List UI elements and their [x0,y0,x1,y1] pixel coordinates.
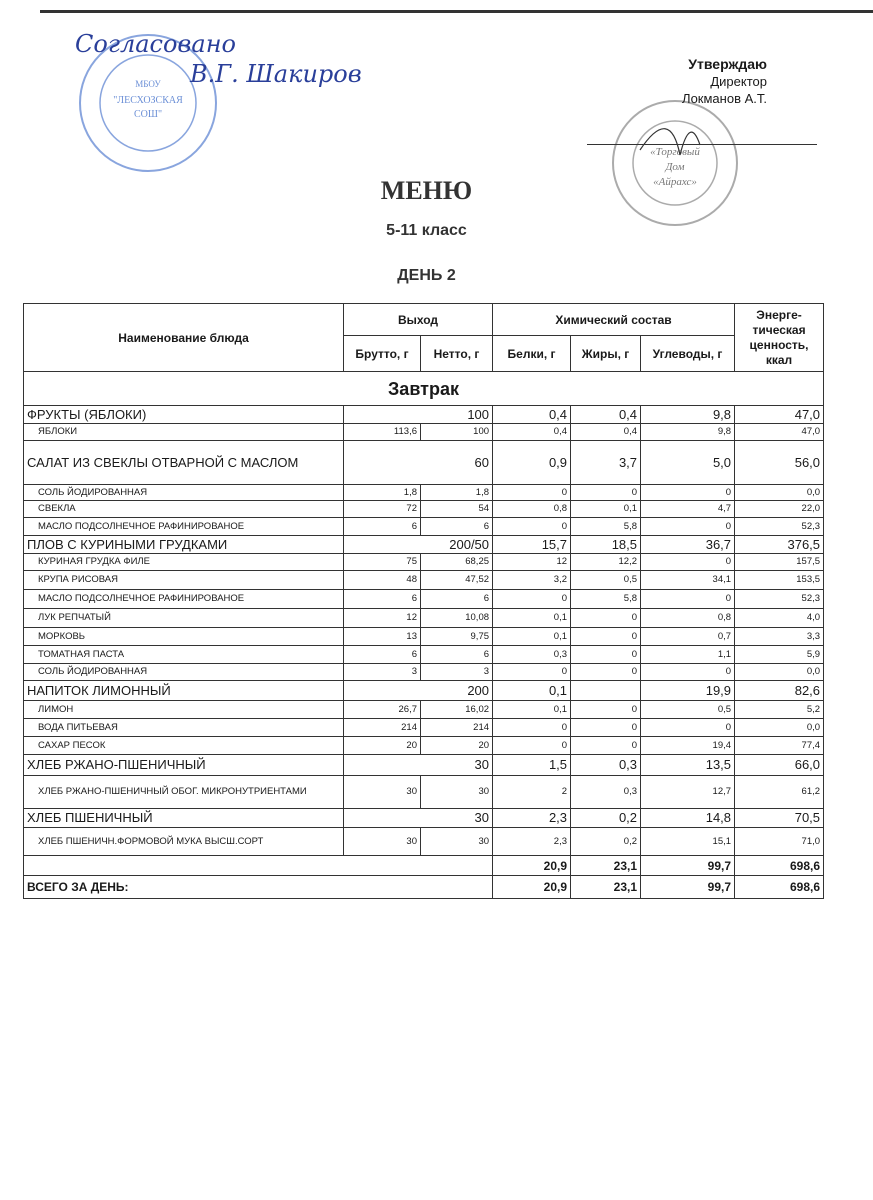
dish-name: ХЛЕБ РЖАНО-ПШЕНИЧНЫЙ ОБОГ. МИКРОНУТРИЕНТАМИ [24,776,344,809]
dish-name: КУРИНАЯ ГРУДКА ФИЛЕ [24,554,344,571]
header-output: Выход [344,304,493,336]
energy-value: 47,0 [735,406,824,424]
protein-value: 0 [493,485,571,501]
fat-value: 3,7 [571,441,641,485]
brutto-value: 30 [344,828,421,856]
ingredient-row [24,701,824,719]
carbs-value: 0,8 [641,609,735,628]
dish-name: ХЛЕБ ПШЕНИЧНЫЙ [24,809,344,828]
ingredient-row [24,719,824,737]
ingredient-row [24,424,824,441]
fat-value: 0,2 [571,809,641,828]
netto-value: 100 [421,424,493,441]
carbs-value: 19,9 [641,681,735,701]
dish-name: СОЛЬ ЙОДИРОВАННАЯ [24,664,344,681]
grade-label: 5-11 класс [386,222,467,239]
fat-value: 0 [571,646,641,664]
signature-name: В.Г. Шакиров [190,60,362,88]
approval-block [682,56,767,107]
fat-value: 0,5 [571,571,641,590]
ingredient-row [24,501,824,518]
ingredient-row [24,646,824,664]
protein-value: 2,3 [493,809,571,828]
protein-value: 0,4 [493,406,571,424]
fat-value: 0,4 [571,424,641,441]
energy-value: 0,0 [735,485,824,501]
carbs-value: 15,1 [641,828,735,856]
protein-value: 0,1 [493,628,571,646]
energy-value: 52,3 [735,590,824,609]
netto-value: 3 [421,664,493,681]
carbs-value: 0 [641,719,735,737]
fat-value: 0 [571,701,641,719]
ingredient-row [24,590,824,609]
ingredient-row [24,571,824,590]
carbs-value: 0,7 [641,628,735,646]
section-breakfast: Завтрак [24,372,824,406]
brutto-value: 113,6 [344,424,421,441]
ingredient-row [24,828,824,856]
brutto-value: 1,8 [344,485,421,501]
carbs-value: 1,1 [641,646,735,664]
output-value: 60 [344,441,493,485]
netto-value: 16,02 [421,701,493,719]
header-protein: Белки, г [493,336,571,372]
dish-row [24,755,824,776]
carbs-value: 0,5 [641,701,735,719]
dish-name: ЛУК РЕПЧАТЫЙ [24,609,344,628]
carbs-value: 0 [641,664,735,681]
brutto-value: 6 [344,518,421,536]
energy-value: 82,6 [735,681,824,701]
netto-value: 6 [421,646,493,664]
energy-value: 77,4 [735,737,824,755]
dish-name: ЛИМОН [24,701,344,719]
carbs-value: 9,8 [641,424,735,441]
header-netto: Нетто, г [421,336,493,372]
energy-value: 4,0 [735,609,824,628]
director-name: Локманов А.Т. [682,91,767,106]
energy-value: 5,2 [735,701,824,719]
netto-value: 68,25 [421,554,493,571]
svg-text:МБОУ: МБОУ [135,79,161,89]
netto-value: 6 [421,590,493,609]
dish-name: МОРКОВЬ [24,628,344,646]
netto-value: 30 [421,828,493,856]
protein-value: 15,7 [493,536,571,554]
energy-value: 66,0 [735,755,824,776]
protein-value: 12 [493,554,571,571]
carbs-value: 0 [641,554,735,571]
dish-name: ВОДА ПИТЬЕВАЯ [24,719,344,737]
fat-value: 5,8 [571,590,641,609]
fat-value: 0 [571,719,641,737]
dish-name: ХЛЕБ ПШЕНИЧН.ФОРМОВОЙ МУКА ВЫСШ.СОРТ [24,828,344,856]
header-energy: Энерге-тическая ценность, ккал [735,304,824,372]
carbs-value: 99,7 [641,856,735,876]
brutto-value: 20 [344,737,421,755]
fat-value: 0 [571,609,641,628]
energy-value: 71,0 [735,828,824,856]
dish-name: МАСЛО ПОДСОЛНЕЧНОЕ РАФИНИРОВАНОЕ [24,518,344,536]
total-label [24,856,493,876]
protein-value: 0,1 [493,609,571,628]
brutto-value: 48 [344,571,421,590]
carbs-value: 36,7 [641,536,735,554]
energy-value: 5,9 [735,646,824,664]
carbs-value: 14,8 [641,809,735,828]
ingredient-row [24,776,824,809]
dish-name: НАПИТОК ЛИМОННЫЙ [24,681,344,701]
protein-value: 0 [493,518,571,536]
brutto-value: 3 [344,664,421,681]
fat-value: 23,1 [571,876,641,899]
energy-value: 157,5 [735,554,824,571]
carbs-value: 4,7 [641,501,735,518]
fat-value: 12,2 [571,554,641,571]
protein-value: 2,3 [493,828,571,856]
ingredient-row [24,664,824,681]
total-row [24,856,824,876]
agreed-signature: Согласовано [75,30,236,58]
netto-value: 10,08 [421,609,493,628]
ingredient-row [24,737,824,755]
ingredient-row [24,628,824,646]
protein-value: 0,4 [493,424,571,441]
energy-value: 0,0 [735,664,824,681]
menu-table [23,303,824,899]
energy-value: 698,6 [735,876,824,899]
carbs-value: 5,0 [641,441,735,485]
fat-value: 18,5 [571,536,641,554]
approve-label: Утверждаю [688,56,767,72]
dish-row [24,406,824,424]
output-value: 100 [344,406,493,424]
dish-row [24,441,824,485]
fat-value: 0 [571,664,641,681]
dish-name: САЛАТ ИЗ СВЕКЛЫ ОТВАРНОЙ С МАСЛОМ [24,441,344,485]
carbs-value: 99,7 [641,876,735,899]
fat-value: 0,2 [571,828,641,856]
fat-value: 0,4 [571,406,641,424]
netto-value: 1,8 [421,485,493,501]
scan-edge-line [40,10,873,13]
dish-row [24,681,824,701]
dish-name: ХЛЕБ РЖАНО-ПШЕНИЧНЫЙ [24,755,344,776]
carbs-value: 0 [641,485,735,501]
total-label: ВСЕГО ЗА ДЕНЬ: [24,876,493,899]
protein-value: 0,3 [493,646,571,664]
protein-value: 3,2 [493,571,571,590]
dish-name: МАСЛО ПОДСОЛНЕЧНОЕ РАФИНИРОВАНОЕ [24,590,344,609]
protein-value: 0 [493,590,571,609]
header-carbs: Углеводы, г [641,336,735,372]
energy-value: 3,3 [735,628,824,646]
output-value: 30 [344,755,493,776]
protein-value: 0,8 [493,501,571,518]
brutto-value: 6 [344,646,421,664]
fat-value: 0,3 [571,776,641,809]
brutto-value: 72 [344,501,421,518]
carbs-value: 12,7 [641,776,735,809]
brutto-value: 6 [344,590,421,609]
carbs-value: 19,4 [641,737,735,755]
protein-value: 0,1 [493,701,571,719]
energy-value: 47,0 [735,424,824,441]
energy-value: 698,6 [735,856,824,876]
dish-name: ФРУКТЫ (ЯБЛОКИ) [24,406,344,424]
energy-value: 70,5 [735,809,824,828]
fat-value: 0 [571,737,641,755]
protein-value: 1,5 [493,755,571,776]
fat-value: 0 [571,485,641,501]
protein-value: 20,9 [493,876,571,899]
brutto-value: 26,7 [344,701,421,719]
netto-value: 214 [421,719,493,737]
protein-value: 0 [493,719,571,737]
netto-value: 47,52 [421,571,493,590]
brutto-value: 214 [344,719,421,737]
svg-text:Дом: Дом [665,161,685,173]
carbs-value: 34,1 [641,571,735,590]
output-value: 200 [344,681,493,701]
carbs-value: 9,8 [641,406,735,424]
svg-text:«Торговый: «Торговый [650,146,700,158]
svg-text:«Айрахс»: «Айрахс» [653,176,697,188]
energy-value: 56,0 [735,441,824,485]
fat-value: 0,3 [571,755,641,776]
ingredient-row [24,554,824,571]
supplier-stamp [600,95,750,235]
netto-value: 20 [421,737,493,755]
fat-value: 0,1 [571,501,641,518]
header-name: Наименование блюда [24,304,344,372]
netto-value: 30 [421,776,493,809]
protein-value: 0 [493,737,571,755]
netto-value: 6 [421,518,493,536]
protein-value: 0,1 [493,681,571,701]
day-label: ДЕНЬ 2 [397,267,456,284]
brutto-value: 13 [344,628,421,646]
ingredient-row [24,518,824,536]
header-chem: Химический состав [493,304,735,336]
dish-row [24,809,824,828]
signature-line [587,144,817,145]
brutto-value: 12 [344,609,421,628]
protein-value: 0,9 [493,441,571,485]
netto-value: 9,75 [421,628,493,646]
fat-value: 0 [571,628,641,646]
page-title: МЕНЮ [380,176,473,205]
brutto-value: 75 [344,554,421,571]
total-row [24,876,824,899]
dish-name: СОЛЬ ЙОДИРОВАННАЯ [24,485,344,501]
header-brutto: Брутто, г [344,336,421,372]
carbs-value: 0 [641,518,735,536]
fat-value: 23,1 [571,856,641,876]
dish-name: САХАР ПЕСОК [24,737,344,755]
fat-value: 5,8 [571,518,641,536]
ingredient-row [24,485,824,501]
output-value: 30 [344,809,493,828]
ingredient-row [24,609,824,628]
carbs-value: 0 [641,590,735,609]
energy-value: 22,0 [735,501,824,518]
dish-row [24,536,824,554]
protein-value: 20,9 [493,856,571,876]
carbs-value: 13,5 [641,755,735,776]
protein-value: 2 [493,776,571,809]
dish-name: СВЕКЛА [24,501,344,518]
energy-value: 153,5 [735,571,824,590]
energy-value: 52,3 [735,518,824,536]
protein-value: 0 [493,664,571,681]
header-fat: Жиры, г [571,336,641,372]
energy-value: 376,5 [735,536,824,554]
director-position: Директор [710,74,767,89]
dish-name: ЯБЛОКИ [24,424,344,441]
output-value: 200/50 [344,536,493,554]
svg-text:СОШ": СОШ" [133,109,163,120]
energy-value: 0,0 [735,719,824,737]
svg-text:"ЛЕСХОЗСКАЯ: "ЛЕСХОЗСКАЯ [113,95,183,106]
dish-name: ПЛОВ С КУРИНЫМИ ГРУДКАМИ [24,536,344,554]
fat-value [571,681,641,701]
dish-name: КРУПА РИСОВАЯ [24,571,344,590]
dish-name: ТОМАТНАЯ ПАСТА [24,646,344,664]
brutto-value: 30 [344,776,421,809]
energy-value: 61,2 [735,776,824,809]
netto-value: 54 [421,501,493,518]
